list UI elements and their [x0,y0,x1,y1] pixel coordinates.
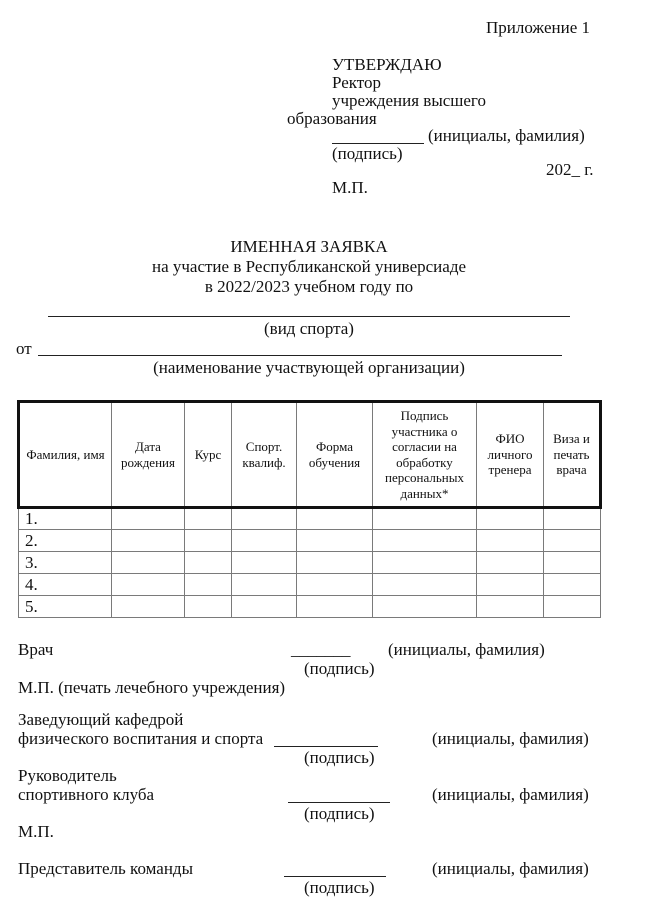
approval-year: 202_ г. [546,160,594,179]
table-cell[interactable] [185,508,232,530]
sport-type-field[interactable] [48,316,570,317]
column-header-doctor-visa: Виза и печать врача [544,402,601,508]
table-cell[interactable] [112,508,185,530]
column-header-consent-signature: Подпись участника о согласии на обработку персональных данных* [373,402,477,508]
club-head-label-2: спортивного клуба [18,785,155,804]
doctor-stamp-label: М.П. (печать лечебного учреждения) [18,678,286,697]
table-cell[interactable] [477,530,544,552]
column-header-sport-qualification: Спорт. квалиф. [232,402,297,508]
club-head-signature-line[interactable] [288,802,390,803]
table-row [19,552,601,574]
table-cell[interactable] [477,574,544,596]
table-cell[interactable] [112,552,185,574]
table-row [19,574,601,596]
appendix-label: Приложение 1 [486,18,590,37]
column-header-name: Фамилия, имя [19,402,112,508]
department-head-initials-caption: (инициалы, фамилия) [432,729,589,748]
table-cell[interactable] [232,508,297,530]
table-cell[interactable] [544,596,601,618]
table-cell[interactable] [185,596,232,618]
rector-signature-caption: (подпись) [332,144,403,163]
table-cell[interactable] [373,508,477,530]
row-number-cell[interactable]: 1. [19,508,112,530]
table-cell[interactable] [232,574,297,596]
table-cell[interactable] [544,530,601,552]
document-subtitle-1: на участие в Республиканской универсиаде [151,257,467,276]
table-cell[interactable] [297,574,373,596]
doctor-signature-line[interactable]: _______ [291,640,351,659]
table-cell[interactable] [373,596,477,618]
rector-initials-caption: (инициалы, фамилия) [428,126,585,145]
table-cell[interactable] [373,530,477,552]
table-cell[interactable] [112,530,185,552]
department-head-signature-caption: (подпись) [304,748,375,767]
doctor-signature-caption: (подпись) [304,659,375,678]
sport-type-caption: (вид спорта) [264,319,354,338]
row-number-cell[interactable]: 4. [19,574,112,596]
column-header-course: Курс [185,402,232,508]
table-cell[interactable] [297,552,373,574]
club-head-initials-caption: (инициалы, фамилия) [432,785,589,804]
organization-field[interactable] [38,355,562,356]
table-cell[interactable] [544,508,601,530]
team-rep-label: Представитель команды [18,859,193,878]
column-header-study-form: Форма обучения [297,402,373,508]
table-cell[interactable] [232,596,297,618]
row-number-cell[interactable]: 5. [19,596,112,618]
doctor-initials-caption: (инициалы, фамилия) [388,640,545,659]
table-cell[interactable] [297,596,373,618]
column-header-coach: ФИО личного тренера [477,402,544,508]
organization-caption: (наименование участвующей организации) [153,358,465,377]
doctor-label: Врач [18,640,54,659]
team-rep-signature-line[interactable] [284,876,386,877]
from-label: от [16,339,32,358]
table-cell[interactable] [232,530,297,552]
table-cell[interactable] [297,508,373,530]
table-cell[interactable] [477,508,544,530]
table-cell[interactable] [544,552,601,574]
table-cell[interactable] [544,574,601,596]
table-cell[interactable] [477,596,544,618]
approval-line-2: учреждения высшего [332,91,486,110]
approval-line-1: Ректор [332,73,382,92]
department-head-label-2: физического воспитания и спорта [18,729,264,748]
team-rep-initials-caption: (инициалы, фамилия) [432,859,589,878]
column-header-birthdate: Дата рождения [112,402,185,508]
table-cell[interactable] [373,552,477,574]
table-cell[interactable] [232,552,297,574]
table-row [19,530,601,552]
table-cell[interactable] [477,552,544,574]
table-cell[interactable] [185,552,232,574]
table-cell[interactable] [297,530,373,552]
table-header-row [19,402,601,508]
club-head-signature-caption: (подпись) [304,804,375,823]
approval-title: УТВЕРЖДАЮ [332,55,442,74]
table-cell[interactable] [112,596,185,618]
table-cell[interactable] [373,574,477,596]
department-head-signature-line[interactable] [274,746,378,747]
club-head-label-1: Руководитель [18,766,117,785]
document-subtitle-2: в 2022/2023 учебном году по [204,277,414,296]
club-head-stamp: М.П. [18,822,54,841]
approval-line-3: образования [287,109,377,128]
row-number-cell[interactable]: 2. [19,530,112,552]
table-cell[interactable] [112,574,185,596]
team-rep-signature-caption: (подпись) [304,878,375,897]
department-head-label-1: Заведующий кафедрой [18,710,184,729]
document-title: ИМЕННАЯ ЗАЯВКА [230,237,388,256]
row-number-cell[interactable]: 3. [19,552,112,574]
table-cell[interactable] [185,574,232,596]
table-row [19,596,601,618]
table-row [19,508,601,530]
table-cell[interactable] [185,530,232,552]
participants-table [17,400,599,618]
approval-stamp: М.П. [332,178,368,197]
